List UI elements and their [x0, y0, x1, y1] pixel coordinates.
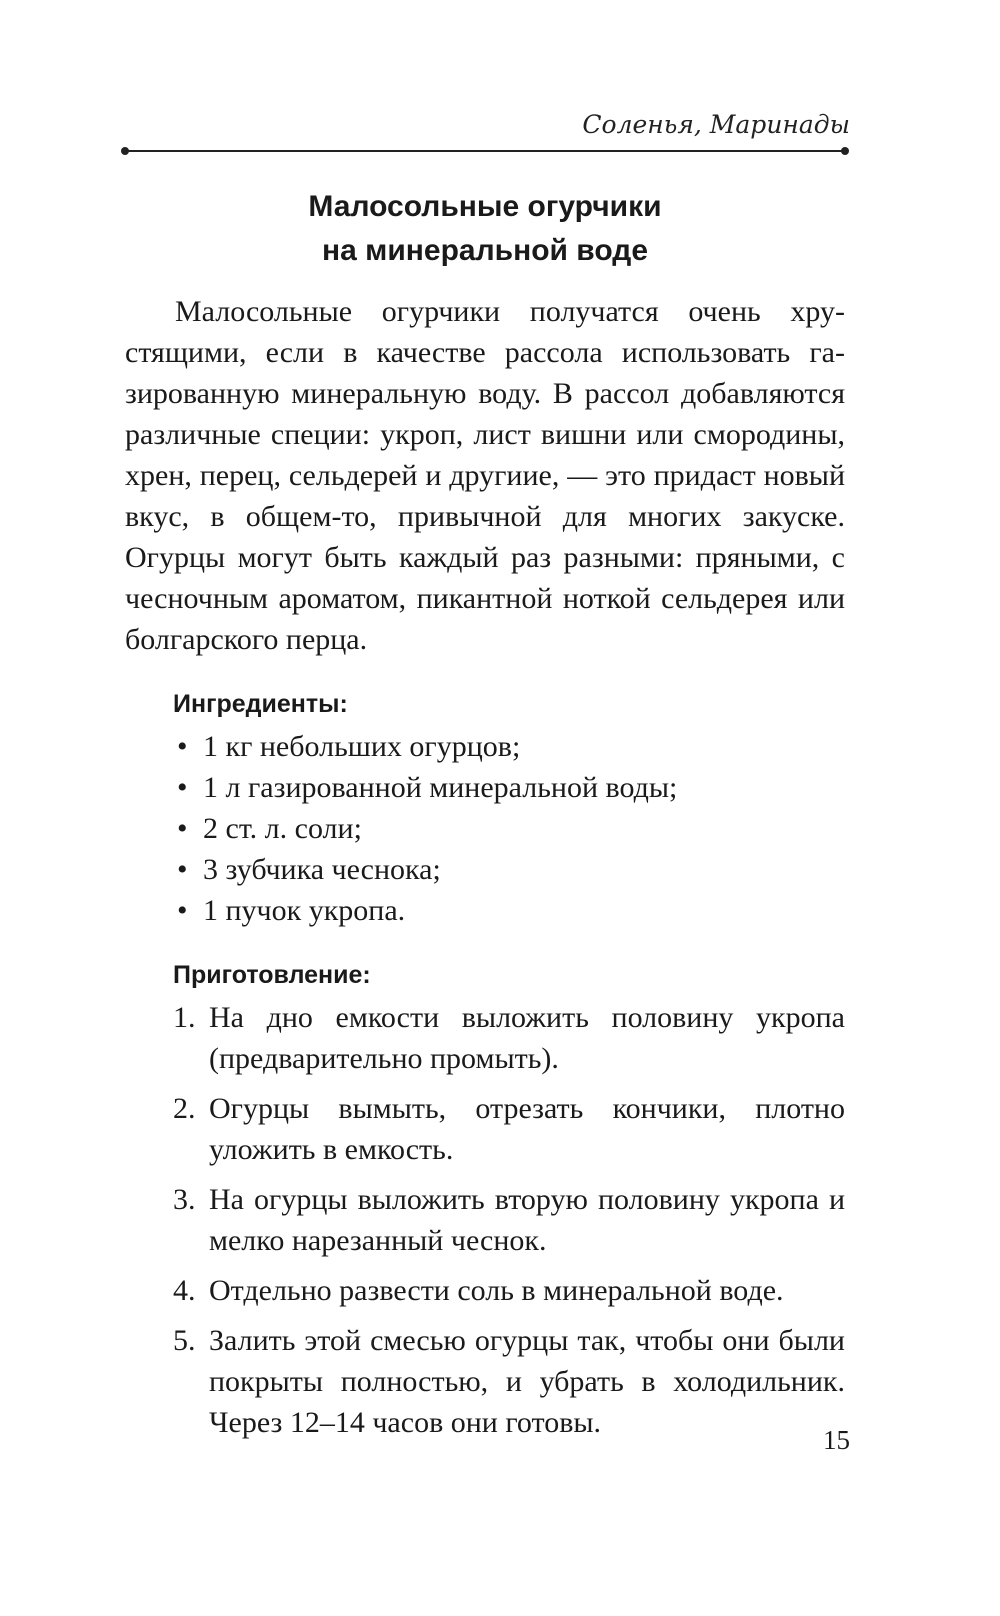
step-text: На дно емкости выложить половину укропа (предварительно промыть).: [209, 1001, 845, 1075]
bullet: •: [177, 812, 188, 845]
step-text: Огурцы вымыть, отрезать кончики, плотно уложить в емкость.: [209, 1092, 845, 1166]
preparation-steps: [173, 997, 845, 1443]
step-number: 4.: [173, 1274, 196, 1307]
ingredient-item: [173, 890, 845, 931]
step-text: На огурцы выложить вторую половину укропа и мелко нарезанный чеснок.: [209, 1183, 845, 1257]
ingredient-item: [173, 767, 845, 808]
ingredient-item: [173, 849, 845, 890]
ingredient-item: [173, 808, 845, 849]
bullet: •: [177, 894, 188, 927]
recipe-title-line2: на минеральной воде: [321, 234, 648, 267]
page-number: 15: [823, 1425, 850, 1455]
bullet: •: [177, 853, 188, 886]
recipe-title: [125, 185, 845, 273]
step-item: [173, 1270, 845, 1311]
step-number: 5.: [173, 1324, 196, 1357]
rule-dot-right: [841, 147, 849, 155]
step-number: 2.: [173, 1092, 196, 1125]
rule-dot-left: [121, 147, 129, 155]
preparation-heading: Приготовление:: [173, 961, 371, 989]
recipe-content: [125, 185, 845, 1452]
ingredient-text: 3 зубчика чеснока;: [203, 853, 441, 886]
ingredients-heading: Ингредиенты:: [173, 690, 348, 718]
step-item: [173, 997, 845, 1079]
ingredient-text: 2 ст. л. соли;: [203, 812, 362, 845]
header-rule: [125, 150, 845, 152]
ingredient-text: 1 пучок укропа.: [203, 894, 406, 927]
step-text: Отдельно развести соль в минеральной воде.: [209, 1274, 784, 1307]
running-header: Соленья, Маринады: [582, 110, 850, 139]
step-text: Залить этой смесью огурцы так, чтобы они были покрыты полностью, и убрать в холодильник. Через 12–14 часов они готовы.: [209, 1324, 845, 1439]
ingredient-text: 1 л газированной минеральной воды;: [203, 771, 678, 804]
bullet: •: [177, 771, 188, 804]
step-item: [173, 1179, 845, 1261]
bullet: •: [177, 730, 188, 763]
step-number: 1.: [173, 1001, 196, 1034]
ingredient-text: 1 кг небольших огурцов;: [203, 730, 521, 763]
recipe-title-line1: Малосольные огурчики: [308, 190, 662, 223]
ingredients-list: [173, 726, 845, 931]
step-item: [173, 1320, 845, 1443]
recipe-intro: Малосольные огурчики получатся очень хрустящими, если в качестве рассола использовать газированную минеральную воду. В рассол добавляются различные специи: укроп, лист вишни или смородины, хрен, перец, сельдерей и другиие, — это придаст новый вкус, в общем-то, привычной для многих закуске. Огурцы могут быть каждый раз разными: пряными, с чесночным ароматом, пикантной ноткой сельдерея или болгарского перца.: [125, 295, 845, 656]
step-item: [173, 1088, 845, 1170]
step-number: 3.: [173, 1183, 196, 1216]
ingredient-item: [173, 726, 845, 767]
